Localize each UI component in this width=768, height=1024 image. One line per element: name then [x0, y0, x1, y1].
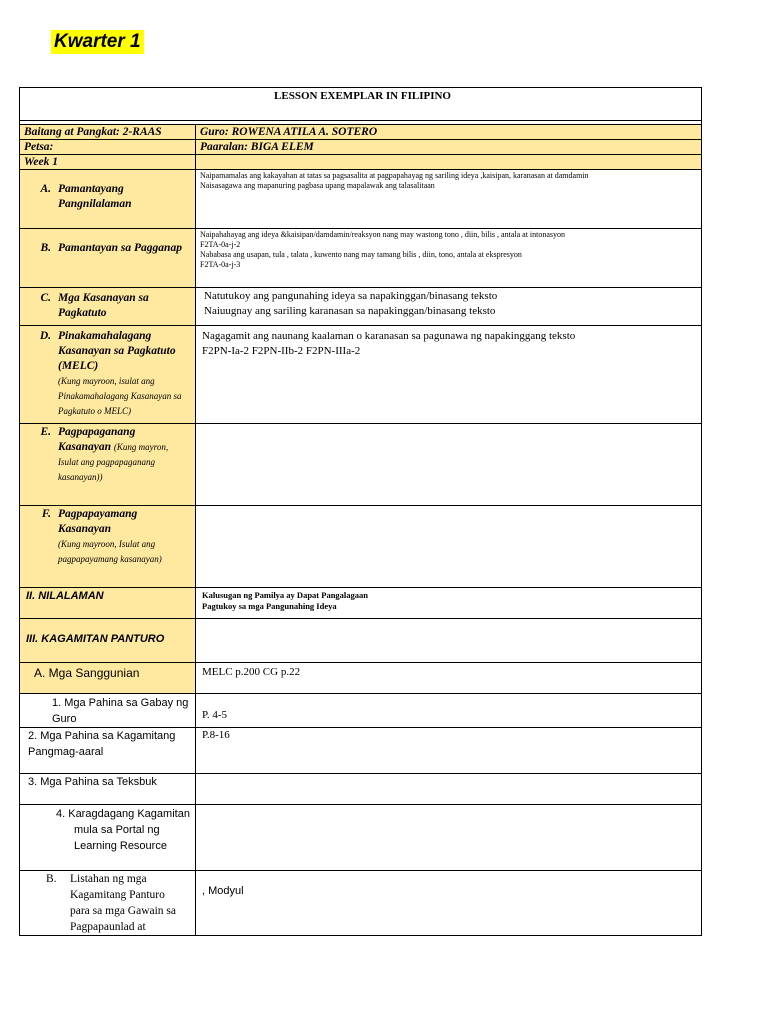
row-teksbuk	[20, 774, 702, 805]
karagdagang-label: 4. Karagdagang Kagamitan mula sa Portal ng Learning Resource	[56, 808, 190, 852]
section-label: Pagpapayamang Kasanayan	[58, 508, 138, 535]
section-note: (Kung mayroon, isulat ang Pinakamahalagang Kasanayan sa Pagkatuto o MELC)	[58, 376, 182, 416]
content-line: Kalusugan ng Pamilya ay Dapat Pangalagaan	[202, 590, 369, 600]
row-pagpapaganang-kasanayan	[20, 424, 702, 506]
listahan-letter: B.	[46, 873, 57, 885]
karagdagang-value	[196, 805, 702, 871]
melc-codes: F2PN-Ia-2 F2PN-IIb-2 F2PN-IIIa-2	[202, 345, 361, 357]
section-letter: C.	[40, 292, 51, 304]
content-line: Nababasa ang usapan, tula , talata , kuwento nang may tamang bilis , diin, tono, antala at ekspresyon	[200, 250, 522, 259]
content-line: F2TA-0a-j-2	[200, 240, 241, 249]
content-line: Nagagamit ang naunang kaalaman o karanasan sa pagunawa ng napakinggang teksto	[202, 330, 576, 342]
teksbuk-value	[196, 774, 702, 805]
document-title: LESSON EXEMPLAR IN FILIPINO	[20, 88, 702, 121]
section-label: Pamantayan sa Pagganap	[58, 242, 182, 254]
listahan-label: Listahan ng mga Kagamitang Panturo para sa mga Gawain sa Pagpapaunlad at	[70, 873, 177, 933]
row-pamantayang-pangnilalaman	[20, 170, 702, 229]
teksbuk-label: 3. Mga Pahina sa Teksbuk	[28, 776, 157, 788]
empty-cell	[196, 506, 702, 588]
content-line: F2TA-0a-j-3	[200, 260, 241, 269]
section-letter: A.	[40, 183, 51, 195]
content-line: Naipahahayag ang ideya &kaisipan/damdamin/reaksyon nang may wastong tono , diin, bilis , antala at intonasyon	[200, 230, 566, 239]
week-label: Week 1	[20, 155, 196, 170]
gabay-value: P. 4-5	[196, 694, 702, 728]
kagamitang-label: 2. Mga Pahina sa Kagamitang Pangmag-aaral	[28, 730, 176, 758]
section-letter: D.	[39, 330, 51, 342]
content-line: Natutukoy ang pangunahing ideya sa napakinggan/binasang teksto	[204, 290, 498, 302]
kagamitan-label: III. KAGAMITAN PANTURO	[20, 619, 196, 663]
row-pagpapayamang-kasanayan	[20, 506, 702, 588]
row-listahan-kagamitang	[20, 871, 702, 936]
date-label: Petsa:	[20, 140, 196, 155]
teacher-name: Guro: ROWENA ATILA A. SOTERO	[196, 125, 702, 140]
section-letter: B.	[40, 242, 51, 254]
school-name: Paaralan: BIGA ELEM	[196, 140, 702, 155]
row-gabay-ng-guro	[20, 694, 702, 728]
content-line: Naisasagawa ang mapanuring pagbasa upang mapalawak ang talasalitaan	[200, 181, 435, 190]
empty-cell	[196, 619, 702, 663]
row-karagdagang-kagamitan	[20, 805, 702, 871]
section-label: Pamantayang Pangnilalaman	[58, 183, 132, 210]
section-label: Pinakamahalagang Kasanayan sa Pagkatuto (MELC)	[58, 330, 176, 372]
section-note: (Kung mayron, Isulat ang pagpapaganang kasanayan))	[58, 442, 169, 482]
row-nilalaman	[20, 588, 702, 619]
gabay-label: 1. Mga Pahina sa Gabay ng Guro	[52, 697, 189, 725]
section-letter: E.	[40, 426, 51, 438]
row-sanggunian	[20, 663, 702, 694]
sanggunian-value: MELC p.200 CG p.22	[196, 663, 702, 694]
section-label: Mga Kasanayan sa Pagkatuto	[58, 292, 149, 319]
row-kagamitang-pangmag-aaral	[20, 728, 702, 774]
content-line: Pagtukoy sa mga Pangunahing Ideya	[202, 601, 337, 611]
listahan-value: , Modyul	[196, 871, 702, 936]
section-note: (Kung mayroon, Isulat ang pagpapayamang kasanayan)	[58, 539, 162, 564]
kagamitang-value: P.8-16	[196, 728, 702, 774]
content-line: Naiuugnay ang sariling karanasan sa napakinggan/binasang teksto	[204, 305, 496, 317]
row-melc	[20, 326, 702, 424]
nilalaman-label: II. NILALAMAN	[20, 588, 196, 619]
row-kagamitan-panturo	[20, 619, 702, 663]
row-pamantayan-sa-pagganap	[20, 229, 702, 288]
header-row-1	[20, 125, 702, 140]
section-letter: F.	[41, 508, 51, 520]
section-label: Pagpapaganang Kasanayan	[58, 426, 136, 453]
title-row	[20, 88, 702, 121]
header-row-2	[20, 140, 702, 155]
empty-cell	[196, 424, 702, 506]
content-line: Naipamamalas ang kakayahan at tatas sa pagsasalita at pagpapahayag ng sariling ideya ,kaisipan, karanasan at damdamin	[200, 171, 589, 180]
header-row-3	[20, 155, 702, 170]
week-blank	[196, 155, 702, 170]
grade-section: Baitang at Pangkat: 2-RAAS	[20, 125, 196, 140]
sanggunian-label: A. Mga Sanggunian	[20, 663, 196, 694]
row-kasanayan-sa-pagkatuto	[20, 288, 702, 326]
lesson-exemplar-table	[19, 87, 702, 936]
quarter-label: Kwarter 1	[51, 30, 144, 54]
